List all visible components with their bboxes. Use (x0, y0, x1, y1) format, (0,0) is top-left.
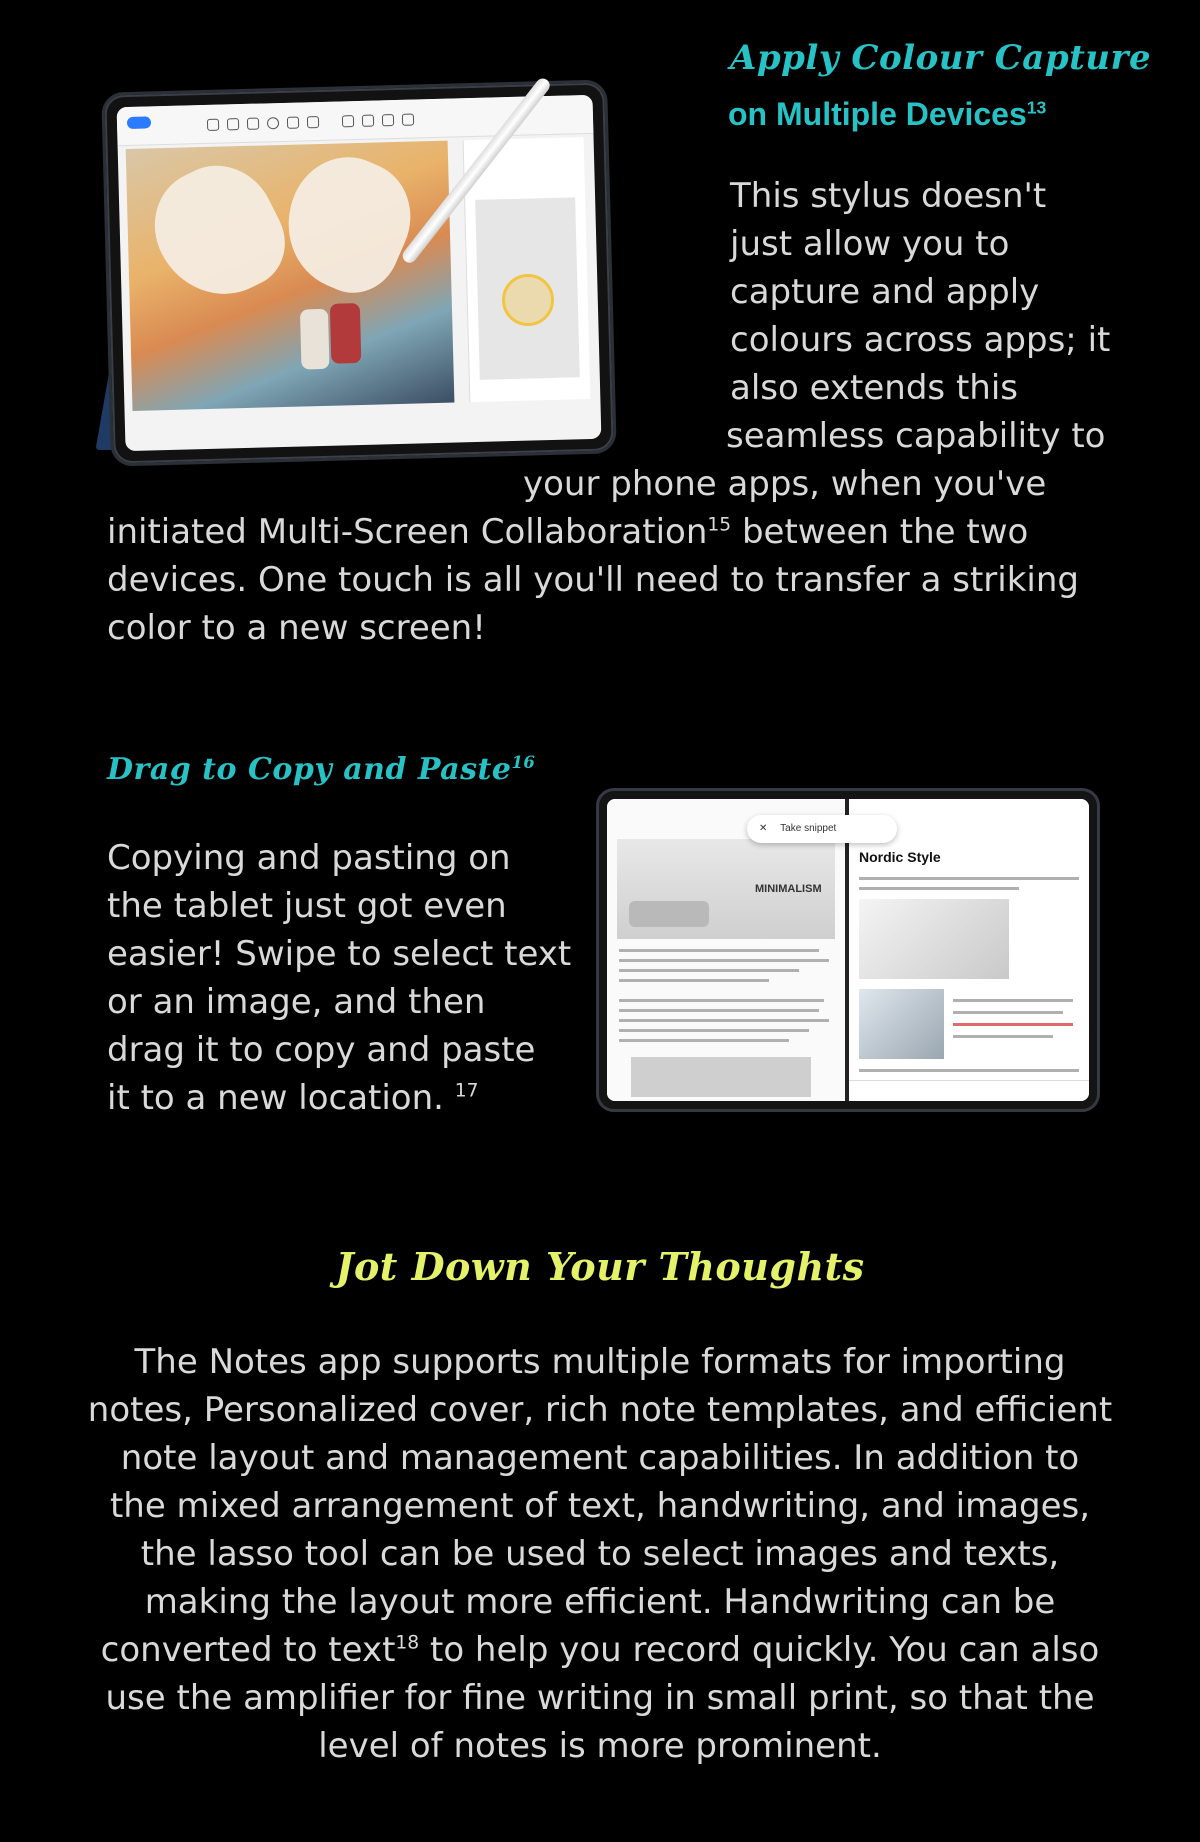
close-icon[interactable]: ✕ (759, 823, 768, 834)
drag-copy-title-text: Drag to Copy and Paste (107, 752, 512, 787)
text-line (859, 877, 1079, 880)
colour-capture-para-8 (107, 508, 1028, 556)
jot-down-title: Jot Down Your Thoughts (335, 1244, 865, 1289)
text-line (953, 1035, 1053, 1038)
interior-image (859, 989, 944, 1059)
para8-pre: initiated Multi-Screen Collaboration (107, 512, 708, 552)
left-document-pane (607, 799, 845, 1101)
text-line (619, 1039, 789, 1042)
colour-capture-para-5: also extends this (730, 368, 1018, 408)
take-snippet-pill[interactable] (747, 815, 897, 843)
jot-para-1: The Notes app supports multiple formats for importing (134, 1342, 1066, 1382)
lasso-tool-icon (267, 117, 279, 129)
text-line (859, 1069, 1079, 1072)
fill-tool-icon (402, 114, 414, 126)
take-snippet-label: Take snippet (780, 823, 837, 834)
figure-red (330, 303, 362, 364)
text-line (619, 1019, 829, 1022)
drag-para-4: or an image, and then (107, 982, 486, 1022)
zoom-tool-icon (362, 115, 374, 127)
jot-para-5: the lasso tool can be used to select images and texts, (140, 1534, 1060, 1574)
colour-capture-para-7: your phone apps, when you've (523, 464, 1047, 504)
minimalism-label: MINIMALISM (755, 883, 822, 895)
tablet2-screen (607, 799, 1089, 1101)
drag-para-1: Copying and pasting on (107, 838, 511, 878)
dropper-tool-icon (382, 114, 394, 126)
colour-capture-para-4: colours across apps; it (730, 320, 1111, 360)
drag-para-2: the tablet just got even (107, 886, 507, 926)
text-line (619, 1029, 809, 1032)
footnote-13: 13 (1026, 97, 1047, 118)
colour-capture-para-2: just allow you to (730, 224, 1010, 264)
jot-para-9: level of notes is more prominent. (318, 1726, 882, 1766)
footnote-16: 16 (511, 753, 536, 772)
jot-para-7 (0, 1626, 1200, 1674)
jot7-post: to help you record quickly. You can also (419, 1630, 1100, 1670)
tablet-screen (117, 95, 602, 451)
text-line (619, 999, 824, 1002)
tablet-drag-copy-image (596, 788, 1100, 1112)
staircase-image (859, 899, 1009, 979)
text-line (619, 979, 769, 982)
bottom-image (631, 1057, 811, 1097)
shape-tool-icon (342, 115, 354, 127)
format-toolbar (849, 1080, 1089, 1101)
colour-capture-para-3: capture and apply (730, 272, 1040, 312)
para8-post: between the two (731, 512, 1029, 552)
footnote-18: 18 (395, 1632, 420, 1654)
drag-para-last-text: it to a new location. (107, 1078, 455, 1118)
colour-capture-para-6: seamless capability to (726, 416, 1106, 456)
jot-para-8: use the amplifier for fine writing in small print, so that the (105, 1678, 1095, 1718)
colour-capture-para-9: devices. One touch is all you'll need to transfer a striking (107, 560, 1079, 600)
text-line (619, 969, 799, 972)
figure-white (300, 309, 330, 370)
colour-capture-para-10: color to a new screen! (107, 608, 486, 648)
text-line (953, 1011, 1063, 1014)
jot-para-6: making the layout more efficient. Handwriting can be (144, 1582, 1056, 1622)
drag-para-6 (107, 1074, 479, 1122)
footnote-17: 17 (454, 1080, 479, 1102)
colour-capture-para-1: This stylus doesn't (730, 176, 1047, 216)
app-badge-icon (127, 116, 151, 129)
drag-para-5: drag it to copy and paste (107, 1030, 536, 1070)
text-line (953, 999, 1073, 1002)
colour-capture-title-line1: Apply Colour Capture (730, 38, 1152, 78)
sofa-shape (629, 901, 709, 927)
nordic-style-title: Nordic Style (859, 849, 941, 865)
tablet-colour-capture-image (101, 79, 617, 466)
right-notes-pane (849, 799, 1089, 1101)
crane-artwork (126, 141, 455, 411)
image-tool-icon (307, 116, 319, 128)
colour-capture-title-text: on Multiple Devices (728, 96, 1027, 132)
footnote-15: 15 (707, 514, 732, 536)
side-panel (463, 137, 591, 402)
colour-capture-title-line2 (728, 96, 1046, 133)
jot-para-4: the mixed arrangement of text, handwriting, and images, (109, 1486, 1091, 1526)
text-line (859, 887, 1019, 890)
crane-left-wing (135, 147, 300, 317)
drag-para-3: easier! Swipe to select text (107, 934, 572, 974)
drag-copy-title (107, 752, 535, 787)
eraser-tool-icon (247, 118, 259, 130)
text-line (619, 1009, 819, 1012)
text-line (619, 959, 829, 962)
jot-para-3: note layout and management capabilities. In addition to (120, 1438, 1080, 1478)
jot7-pre: converted to text (100, 1630, 396, 1670)
crane-right-wing (267, 140, 429, 307)
text-tool-icon (287, 117, 299, 129)
pen-tool-icon (207, 119, 219, 131)
brush-tool-icon (227, 118, 239, 130)
text-line (619, 949, 819, 952)
colour-picker-ring (502, 274, 554, 326)
jot-para-2: notes, Personalized cover, rich note templates, and efficient (87, 1390, 1113, 1430)
text-line-highlight (953, 1023, 1073, 1026)
